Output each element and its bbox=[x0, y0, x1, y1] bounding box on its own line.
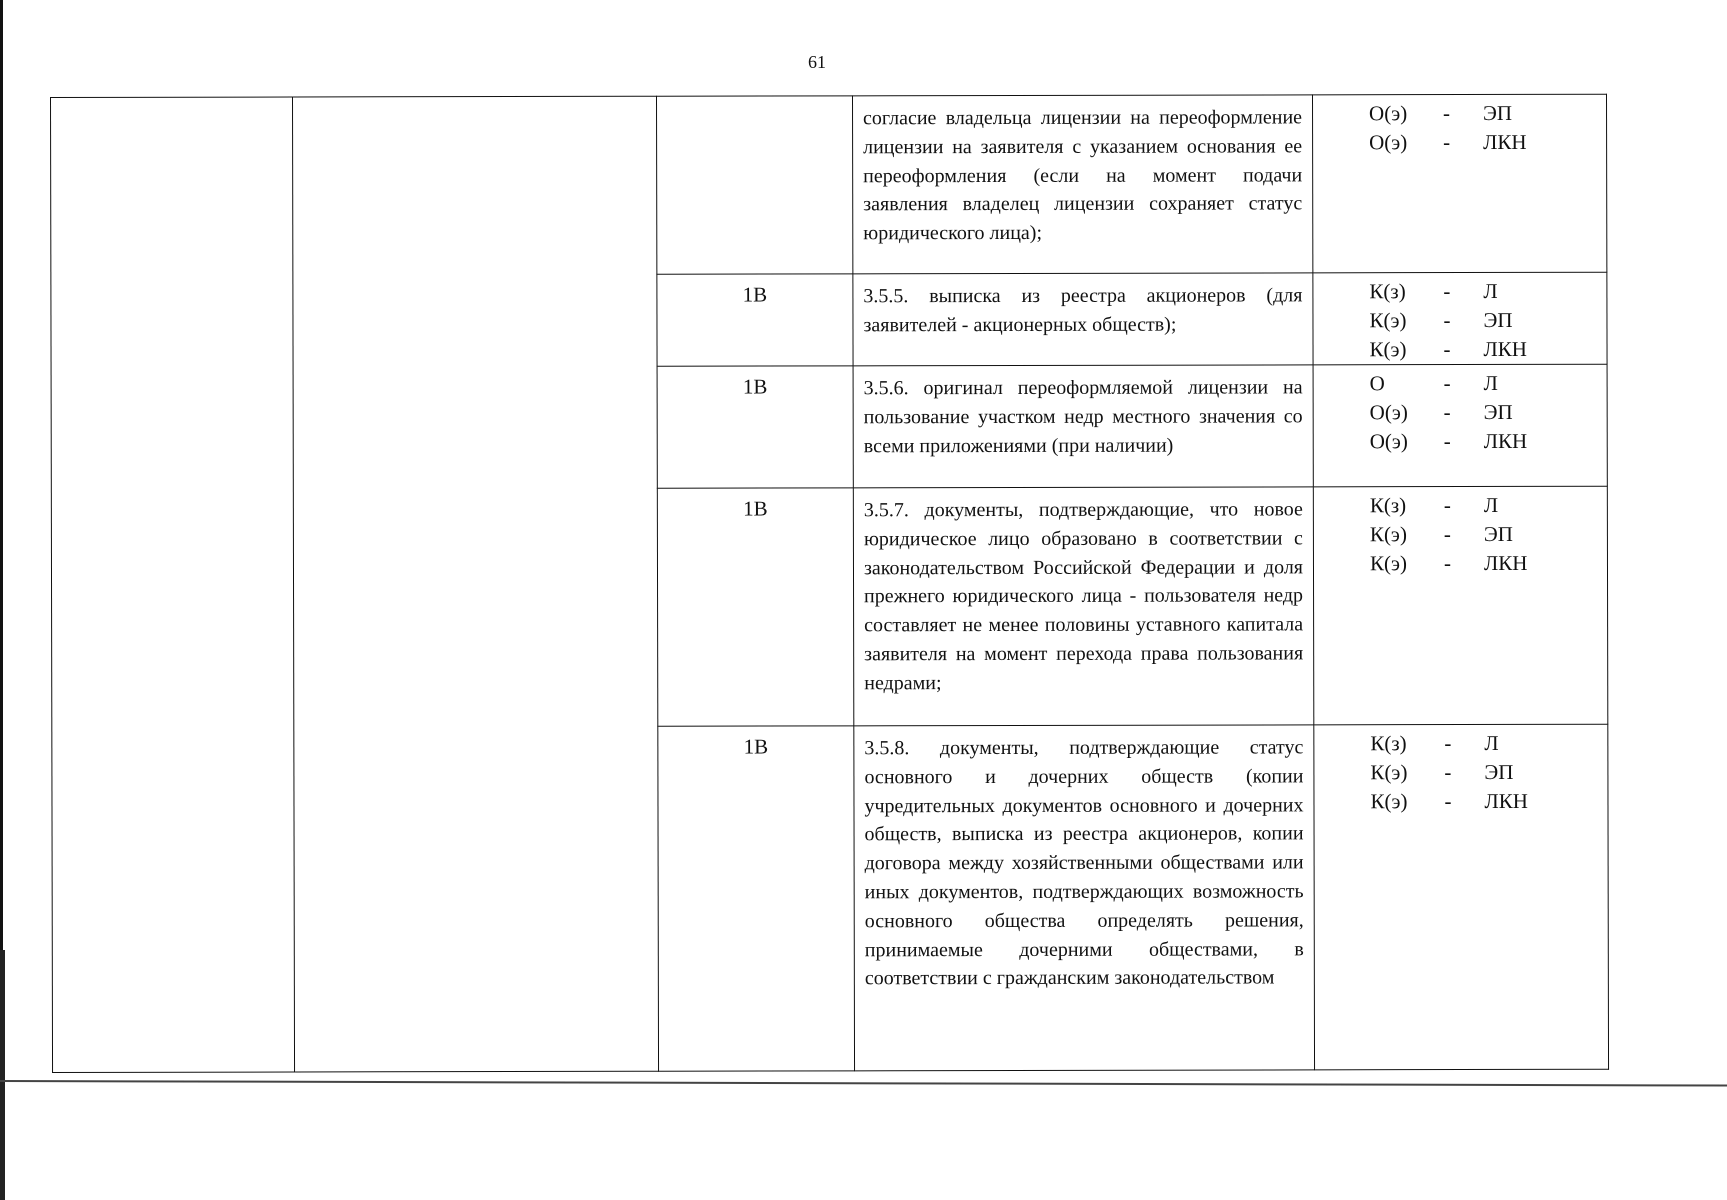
format-line bbox=[1370, 758, 1607, 787]
format-line bbox=[1369, 306, 1606, 335]
format-line bbox=[1370, 369, 1607, 398]
format-line bbox=[1370, 786, 1607, 815]
page-number: 61 bbox=[808, 52, 826, 72]
format-line bbox=[1369, 99, 1606, 128]
format-code: К(э) bbox=[1370, 788, 1408, 813]
format-dash: - bbox=[1443, 371, 1451, 396]
row-code: 1В bbox=[657, 488, 853, 726]
format-line bbox=[1369, 277, 1606, 306]
format-dash: - bbox=[1443, 307, 1451, 332]
format-type: ЛКН bbox=[1483, 550, 1528, 575]
format-type: ЭП bbox=[1483, 307, 1513, 332]
format-dash: - bbox=[1444, 788, 1452, 813]
format-type: Л bbox=[1483, 370, 1498, 395]
row-formats bbox=[1314, 724, 1609, 1070]
format-code: К(з) bbox=[1369, 279, 1406, 304]
format-line bbox=[1370, 334, 1607, 363]
format-code: О(э) bbox=[1369, 129, 1408, 155]
format-line bbox=[1370, 729, 1607, 758]
format-type: ЛКН bbox=[1483, 336, 1527, 361]
format-type: Л bbox=[1483, 278, 1498, 303]
format-type: Л bbox=[1483, 492, 1499, 517]
format-type: ЭП bbox=[1483, 521, 1513, 546]
format-line bbox=[1369, 128, 1606, 157]
row-description-text: 3.5.5. выписка из реестра акционеров (для заявителей - акционерных обществ); bbox=[863, 284, 1303, 337]
row-formats bbox=[1312, 94, 1606, 273]
format-code: О(э) bbox=[1369, 399, 1408, 425]
format-dash: - bbox=[1443, 336, 1451, 361]
format-dash: - bbox=[1444, 759, 1452, 784]
format-type: Л bbox=[1484, 730, 1499, 755]
format-dash: - bbox=[1443, 399, 1451, 424]
format-line bbox=[1370, 426, 1607, 455]
format-dash: - bbox=[1443, 129, 1451, 154]
format-type: ЭП bbox=[1483, 100, 1513, 125]
format-type: ЛКН bbox=[1483, 428, 1528, 453]
table-cell-empty-1 bbox=[51, 97, 295, 1073]
format-dash: - bbox=[1443, 493, 1451, 518]
format-type: ЭП bbox=[1484, 759, 1514, 784]
row-description bbox=[853, 487, 1313, 726]
requirements-table bbox=[50, 94, 1609, 1073]
row-code bbox=[656, 96, 852, 274]
row-description-text: 3.5.8. документы, подтверждающие статус основного и дочерних обществ (копии учредительных документов основного и дочерних обществ, выписка из реестра акционеров, копии договора между хозяйственными обществами или иных документов, подтверждающих возможность основного общества определять решения, принимаемые дочерними обществами, в соответствии с гражданским законодательством bbox=[864, 736, 1304, 990]
format-dash: - bbox=[1443, 101, 1451, 126]
table-row bbox=[51, 94, 1607, 275]
format-line bbox=[1370, 520, 1607, 549]
format-line bbox=[1370, 398, 1607, 427]
format-code: О bbox=[1369, 371, 1385, 396]
format-code: К(э) bbox=[1369, 521, 1407, 547]
format-code: К(з) bbox=[1369, 493, 1407, 518]
format-code: О(э) bbox=[1369, 101, 1408, 126]
row-formats bbox=[1313, 272, 1607, 365]
row-formats bbox=[1313, 364, 1607, 487]
format-line bbox=[1370, 548, 1607, 577]
format-code: К(э) bbox=[1369, 550, 1408, 575]
format-code: К(з) bbox=[1370, 731, 1407, 756]
format-type: ЛКН bbox=[1483, 129, 1527, 154]
row-formats bbox=[1313, 486, 1607, 725]
format-type: ЭП bbox=[1483, 399, 1513, 424]
row-code: 1В bbox=[657, 274, 853, 366]
format-dash: - bbox=[1444, 731, 1452, 756]
format-code: О(э) bbox=[1369, 428, 1408, 453]
row-description-text: 3.5.6. оригинал переоформляемой лицензии на пользование участком недр местного значения со всеми приложениями (при наличии) bbox=[863, 376, 1303, 457]
row-description bbox=[854, 725, 1315, 1071]
format-code: К(э) bbox=[1369, 336, 1407, 361]
table-cell-empty-2 bbox=[293, 96, 659, 1072]
format-dash: - bbox=[1443, 521, 1451, 546]
format-code: К(э) bbox=[1369, 307, 1407, 333]
row-code: 1В bbox=[657, 366, 853, 488]
format-dash: - bbox=[1443, 279, 1451, 304]
format-dash: - bbox=[1443, 428, 1451, 453]
row-code: 1В bbox=[658, 726, 855, 1071]
row-description-text: 3.5.7. документы, подтверждающие, что новое юридическое лицо образовано в соответствии с законодательством Российской Федерации и доля прежнего юридического лица - пользователя недр составляет не менее половины уставного капитала заявителя на момент перехода права пользования недрами; bbox=[863, 498, 1304, 695]
format-type: ЛКН bbox=[1484, 788, 1528, 813]
format-code: К(э) bbox=[1370, 759, 1408, 785]
scan-edge-bottom bbox=[0, 1080, 1727, 1087]
scan-edge-left-lower bbox=[0, 950, 5, 1200]
format-dash: - bbox=[1443, 550, 1452, 575]
row-description bbox=[852, 95, 1312, 274]
row-description bbox=[853, 273, 1313, 366]
row-description bbox=[853, 365, 1313, 488]
row-description-text: согласие владельца лицензии на переоформление лицензии на заявителя с указанием основания ее переоформления (если на момент подачи заявления владелец лицензии сохраняет статус юридического лица); bbox=[863, 106, 1303, 245]
format-line bbox=[1370, 491, 1607, 520]
